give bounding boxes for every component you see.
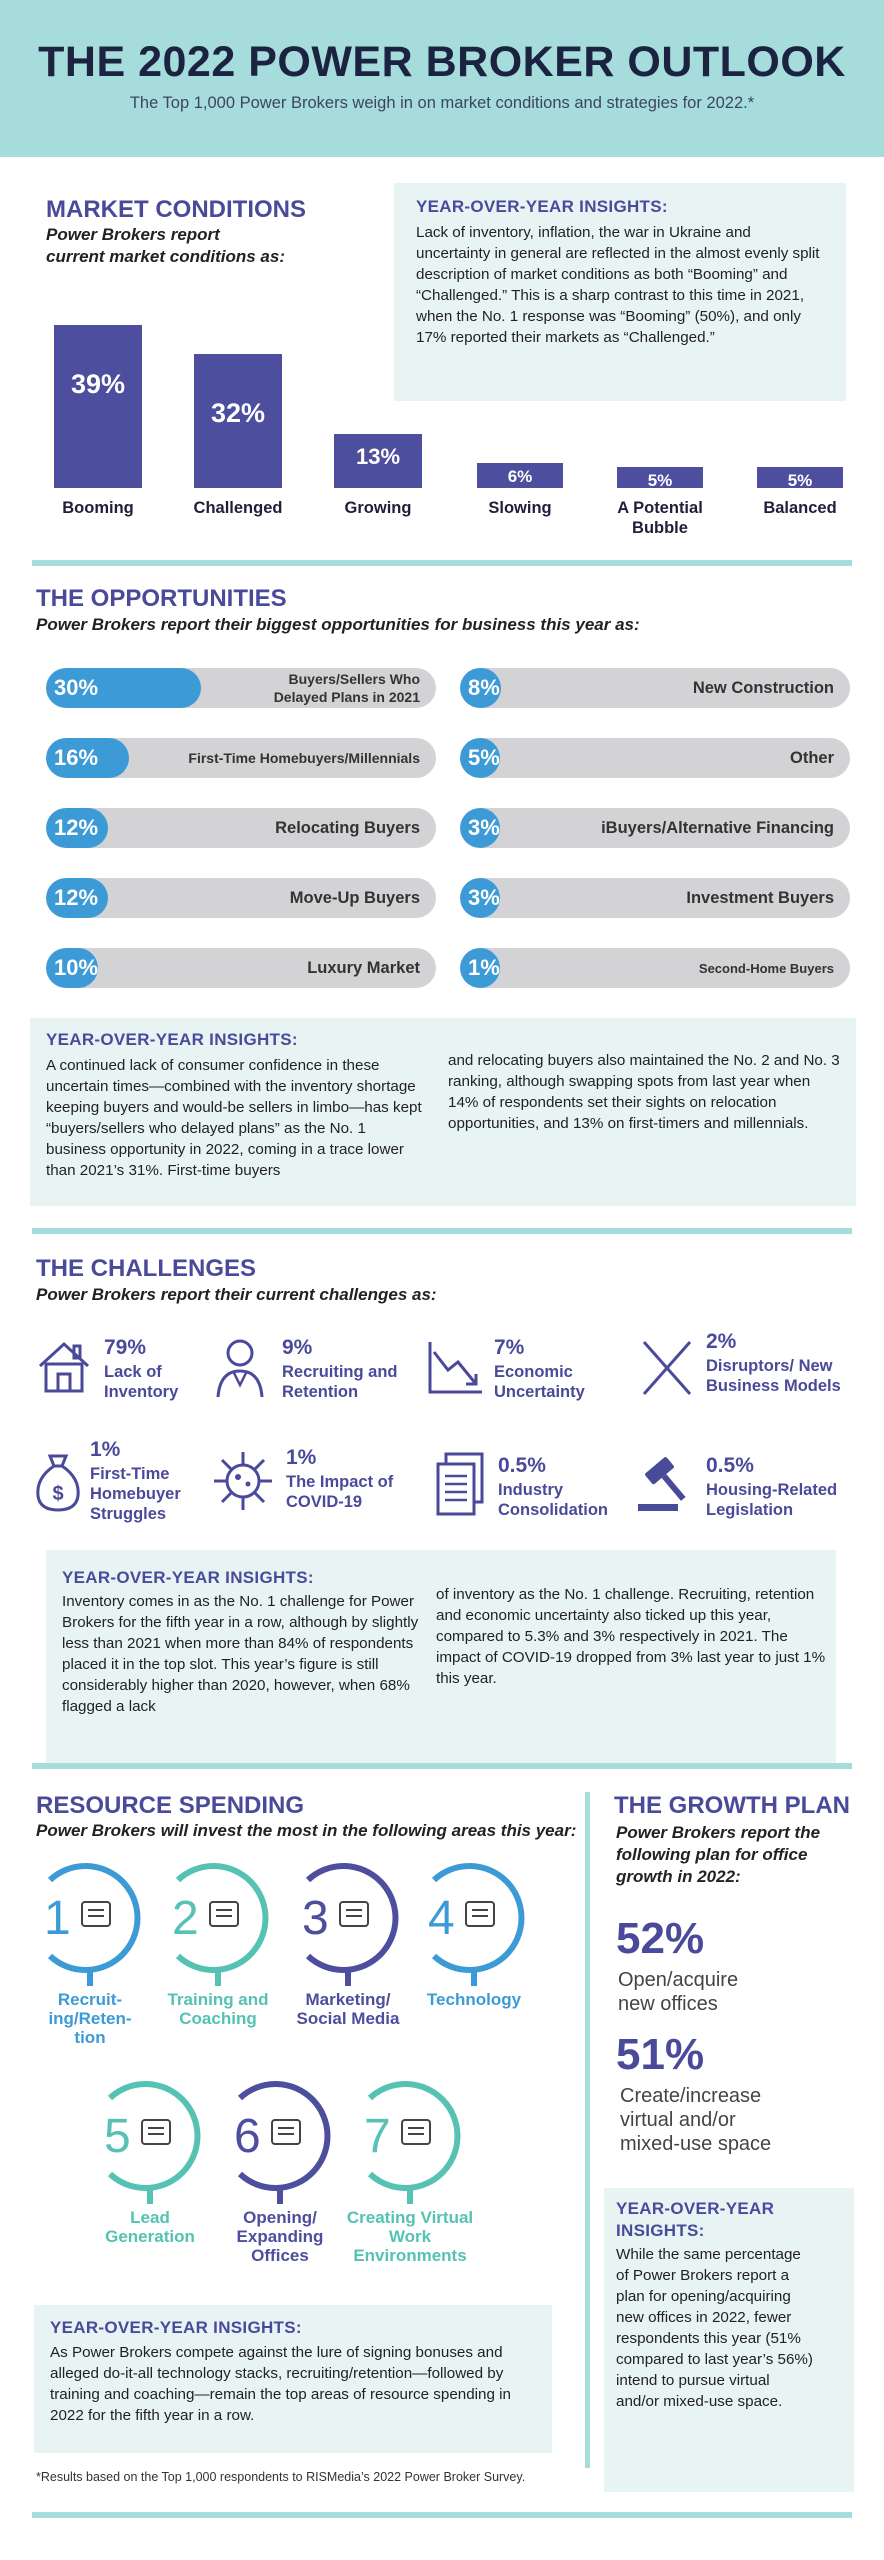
resource-label: Creating Virtual Work Environments [346, 2208, 474, 2265]
market-insight-title: YEAR-OVER-YEAR INSIGHTS: [416, 197, 668, 216]
challenges-subtitle: Power Brokers report their current challenges as: [36, 1285, 437, 1304]
bar-value-label: 32% [210, 398, 266, 429]
opportunity-row [460, 808, 850, 848]
svg-text:$: $ [52, 1483, 64, 1505]
resources-title: RESOURCE SPENDING [36, 1792, 305, 1819]
opportunity-pct: 5% [468, 745, 500, 770]
bar-5 [757, 467, 843, 491]
page-subtitle: The Top 1,000 Power Brokers weigh in on market conditions and strategies for 2022.* [129, 94, 755, 112]
divider-3 [32, 1763, 852, 1769]
opportunity-pct: 30% [54, 675, 99, 700]
resource-label: Technology [426, 1990, 522, 2009]
bar-category-label: Balanced [763, 499, 837, 517]
resource-ring [90, 2076, 210, 2206]
bar-category-label: Slowing [488, 499, 552, 517]
resource-label: Marketing/ Social Media [296, 1990, 400, 2028]
person-icon [214, 1335, 266, 1399]
bar-category-label: Growing [344, 499, 412, 517]
opportunity-label: Buyers/Sellers Who Delayed Plans in 2021 [273, 671, 420, 705]
opportunity-pct: 3% [468, 815, 500, 840]
challenge-pct: 2% [706, 1330, 737, 1353]
resource-number: 1 [44, 1892, 71, 1945]
opportunity-row [46, 668, 436, 708]
resource-number: 2 [172, 1892, 199, 1945]
opportunities-insight-title: YEAR-OVER-YEAR INSIGHTS: [46, 1030, 298, 1049]
opportunity-pct: 16% [54, 745, 99, 770]
challenge-label: Economic Uncertainty [494, 1363, 585, 1401]
challenge-pct: 0.5% [498, 1454, 546, 1477]
challenges-insight-col2: of inventory as the No. 1 challenge. Recruiting, retention and economic uncertainty also ticked up this year, compared to 5.3% and 3% respectively in 2021. The impact of COVID-19 dropped from 3% last year to just 1% this year. [436, 1586, 826, 1687]
column-divider [585, 1792, 590, 2468]
resource-label: Opening/ Expanding Offices [236, 2208, 324, 2265]
opportunities-insight-col2: and relocating buyers also maintained the No. 2 and No. 3 ranking, although swapping spots from last year when 14% of respondents set their sights on relocation opportunities, and 13% on first-timers and millennials. [448, 1052, 840, 1132]
bar-category-label: Booming [62, 499, 134, 517]
challenge-pct: 79% [104, 1336, 147, 1359]
market-title: MARKET CONDITIONS [46, 196, 306, 223]
bar-value-label: 5% [787, 471, 813, 491]
x-icon [640, 1338, 694, 1398]
laptop-icon [402, 2120, 430, 2144]
growth-insight-text: While the same percentage of Power Brokers report a plan for opening/acquiring new offices in 2022, fewer respondents this year (51% compared to last year’s 56%) intend to pursue virtual and/or mixed-use space. [616, 2246, 813, 2410]
opportunity-row [460, 948, 850, 988]
documents-icon [434, 1452, 486, 1516]
resource-ring [288, 1858, 408, 1988]
challenges-insight-col1: Inventory comes in as the No. 1 challenge for Power Brokers for the fifth year in a row, although by slightly less than 2021 when more than 84% of respondents placed it in the top slot. This year’s figure is still considerably higher than 2020, however, when 68% flagged a lack [62, 1593, 419, 1715]
bar-value-label: 13% [355, 443, 401, 469]
resource-ring [158, 1858, 278, 1988]
bar-2 [334, 434, 422, 488]
market-subtitle-2: current market conditions as: [46, 247, 286, 266]
opportunity-row [46, 808, 436, 848]
target-icon [340, 1902, 368, 1926]
opportunities-insight-col1: A continued lack of consumer confidence in these uncertain times—combined with the inventory shortage keeping buyers and would-be sellers in limbo—has kept “buyers/sellers who delayed plans” as the No. 1 business opportunity in 2022, coming in a trace lower than 2021’s 31%. First-time buyers [46, 1057, 422, 1179]
bar-3 [477, 463, 563, 488]
resource-number: 6 [234, 2110, 261, 2163]
page-title: THE 2022 POWER BROKER OUTLOOK [38, 38, 846, 86]
resource-ring [414, 1858, 534, 1988]
bar-value-label: 6% [507, 466, 533, 486]
resources-insight-title: YEAR-OVER-YEAR INSIGHTS: [50, 2318, 302, 2337]
opportunity-label: Relocating Buyers [275, 819, 420, 837]
opportunity-label: First-Time Homebuyers/Millennials [188, 750, 420, 766]
down-trend-icon [426, 1340, 484, 1396]
footnote: *Results based on the Top 1,000 respondents to RISMedia’s 2022 Power Broker Survey. [36, 2470, 526, 2484]
resources-insight-text: As Power Brokers compete against the lure of signing bonuses and alleged do-it-all technology stacks, recruiting/retention—followed by training and coaching—remain the top areas of resource spending in 2022 for the fifth year in a row. [50, 2344, 511, 2424]
opportunity-label: Other [789, 749, 834, 767]
resource-ring [350, 2076, 470, 2206]
header-banner [0, 0, 884, 157]
resource-ring [220, 2076, 340, 2206]
resource-label: Recruit-ing/Reten-tion [48, 1990, 132, 2047]
challenge-pct: 1% [286, 1446, 317, 1469]
challenge-pct: 7% [494, 1336, 525, 1359]
opportunity-pct: 12% [54, 815, 99, 840]
opportunity-label: Investment Buyers [686, 889, 834, 907]
monitor-icon [466, 1902, 494, 1926]
money-bag-icon [34, 1452, 82, 1512]
divider-2 [32, 1228, 852, 1234]
growth-insight-title: YEAR-OVER-YEAR INSIGHTS: [616, 2199, 775, 2240]
opportunity-pct: 12% [54, 885, 99, 910]
growth-subtitle: Power Brokers report the following plan for office growth in 2022: [616, 1823, 821, 1886]
market-insight-text: Lack of inventory, inflation, the war in Ukraine and uncertainty in general are reflected in the almost evenly split description of market conditions as both “Booming” and “Challenged.” This is a sharp contrast to this time in 2021, when the No. 1 response was “Booming” (50%), and only 17% reported their markets as “Challenged.” [416, 224, 820, 346]
bar-value-label: 5% [647, 471, 673, 491]
challenges-title: THE CHALLENGES [36, 1255, 257, 1282]
funnel-icon [142, 2120, 170, 2144]
opportunity-label: Luxury Market [307, 959, 420, 977]
bar-value-label: 39% [70, 368, 126, 399]
challenge-label: Industry Consolidation [498, 1481, 608, 1519]
challenge-pct: 1% [90, 1438, 121, 1461]
opportunity-pct: 10% [54, 955, 99, 980]
bar-category-label: A Potential Bubble [617, 499, 703, 537]
growth-title: THE GROWTH PLAN [614, 1792, 850, 1819]
opportunities-title: THE OPPORTUNITIES [36, 585, 287, 612]
challenge-label: Lack of Inventory [104, 1363, 179, 1401]
virus-icon [212, 1450, 274, 1512]
opportunity-row [46, 948, 436, 988]
opportunity-pct: 1% [468, 955, 500, 980]
growth-pct-2: 51% [616, 2030, 705, 2079]
office-icon [272, 2120, 300, 2144]
challenge-label: Recruiting and Retention [282, 1363, 398, 1401]
opportunity-row [460, 738, 850, 778]
growth-label-1: Open/acquire new offices [618, 1969, 739, 2015]
recruit-icon [82, 1902, 110, 1926]
market-subtitle-1: Power Brokers report [46, 225, 220, 244]
bar-category-label: Challenged [193, 499, 283, 517]
opportunity-label: New Construction [692, 679, 834, 697]
challenge-pct: 9% [282, 1336, 313, 1359]
training-icon [210, 1902, 238, 1926]
challenge-label: First-Time Homebuyer Struggles [90, 1465, 181, 1523]
resource-number: 5 [104, 2110, 131, 2163]
divider-4 [32, 2512, 852, 2518]
challenges-insight-title: YEAR-OVER-YEAR INSIGHTS: [62, 1568, 314, 1587]
opportunities-subtitle: Power Brokers report their biggest opportunities for business this year as: [36, 615, 640, 634]
resource-number: 7 [364, 2110, 391, 2163]
resource-label: Training and Coaching [167, 1990, 269, 2028]
opportunity-row [460, 878, 850, 918]
bar-4 [617, 467, 703, 491]
opportunity-label: Second-Home Buyers [698, 960, 834, 976]
divider-1 [32, 560, 852, 566]
growth-label-2: Create/increase virtual and/or mixed-use space [620, 2085, 772, 2155]
resource-ring [30, 1858, 150, 1988]
opportunity-pct: 3% [468, 885, 500, 910]
resource-number: 4 [428, 1892, 455, 1945]
opportunity-row [46, 738, 436, 778]
bar-1 [194, 354, 282, 488]
opportunity-label: Move-Up Buyers [289, 889, 420, 907]
challenge-label: Disruptors/ New Business Models [706, 1357, 841, 1395]
challenge-label: The Impact of COVID-19 [286, 1473, 394, 1511]
challenge-pct: 0.5% [706, 1454, 754, 1477]
resource-number: 3 [302, 1892, 329, 1945]
bar-0 [54, 325, 142, 488]
opportunity-row [46, 878, 436, 918]
house-icon [36, 1340, 92, 1394]
resources-subtitle: Power Brokers will invest the most in the following areas this year: [36, 1821, 577, 1840]
growth-pct-1: 52% [616, 1914, 705, 1963]
resource-label: Lead Generation [105, 2208, 195, 2246]
opportunity-pct: 8% [468, 675, 500, 700]
gavel-icon [634, 1456, 700, 1514]
opportunity-label: iBuyers/Alternative Financing [601, 819, 834, 837]
challenge-label: Housing-Related Legislation [706, 1481, 838, 1519]
opportunity-row [460, 668, 850, 708]
